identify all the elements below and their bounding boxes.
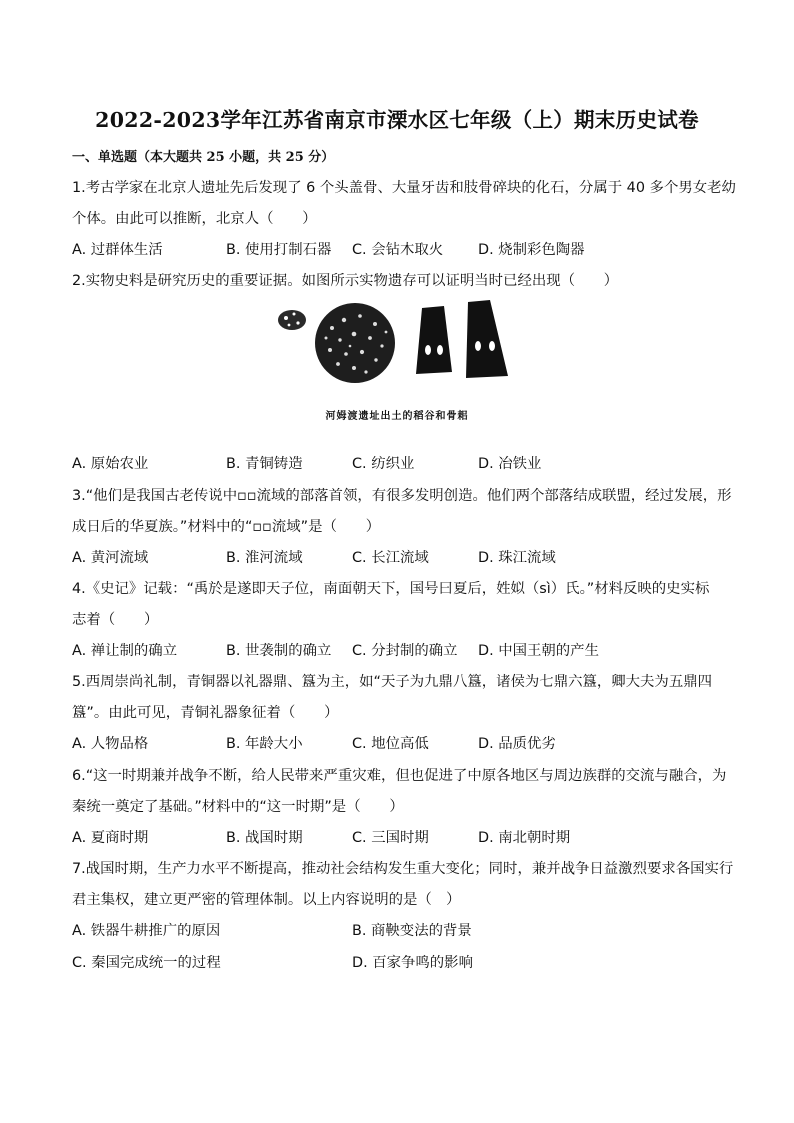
bone-spade-right <box>466 300 508 378</box>
q5-option-c: C. 地位高低 <box>352 736 429 752</box>
question-5-line-2: 簋”。由此可见，青铜礼器象征着（ ） <box>72 705 339 721</box>
question-5-line-1: 5.西周崇尚礼制，青铜器以礼器鼎、簋为主，如“天子为九鼎八簋，诸侯为七鼎六簋，卿大夫为五鼎四 <box>72 674 712 690</box>
question-7-line-2: 君主集权，建立更严密的管理体制。以上内容说明的是（ ） <box>72 892 461 908</box>
question-1-line-2: 个体。由此可以推断，北京人（ ） <box>72 211 317 227</box>
q7-option-a: A. 铁器牛耕推广的原因 <box>72 923 221 939</box>
q4-option-a: A. 禅让制的确立 <box>72 643 178 659</box>
q4-option-d: D. 中国王朝的产生 <box>478 643 599 659</box>
q7-option-c: C. 秦国完成统一的过程 <box>72 955 221 971</box>
q7-option-d: D. 百家争鸣的影响 <box>352 955 473 971</box>
q2-option-a: A. 原始农业 <box>72 456 149 472</box>
q2-option-b: B. 青铜铸造 <box>226 456 303 472</box>
rice-and-bone-spade-photo <box>270 298 520 388</box>
question-1-line-1: 1.考古学家在北京人遗址先后发现了 6 个头盖骨、大量牙齿和肢骨碎块的化石，分属于 40 多个男女老幼 <box>72 180 736 196</box>
question-7-line-1: 7.战国时期，生产力水平不断提高，推动社会结构发生重大变化；同时，兼并战争日益激烈要求各国实行 <box>72 861 734 877</box>
question-2-line-1: 2.实物史料是研究历史的重要证据。如图所示实物遗存可以证明当时已经出现（ ） <box>72 273 619 289</box>
question-6-line-2: 秦统一奠定了基础。”材料中的“这一时期”是（ ） <box>72 799 404 815</box>
q1-option-b: B. 使用打制石器 <box>226 242 332 258</box>
section-heading: 一、单选题（本大题共 25 小题，共 25 分） <box>72 150 335 165</box>
q2-option-c: C. 纺织业 <box>352 456 415 472</box>
q2-option-d: D. 冶铁业 <box>478 456 542 472</box>
q1-option-d: D. 烧制彩色陶器 <box>478 242 585 258</box>
q5-option-a: A. 人物品格 <box>72 736 149 752</box>
q6-option-c: C. 三国时期 <box>352 830 429 846</box>
question-4-line-1: 4.《史记》记载：“禹於是遂即天子位，南面朝天下，国号曰夏后，姓姒（sì）氏。”材料反映的史实标 <box>72 581 710 597</box>
rice-grain-pile <box>315 303 395 383</box>
q1-option-a: A. 过群体生活 <box>72 242 163 258</box>
page-title: 2022-2023学年江苏省南京市溧水区七年级（上）期末历史试卷 <box>95 108 699 132</box>
bone-spade-left <box>416 306 452 374</box>
question-6-line-1: 6.“这一时期兼并战争不断，给人民带来严重灾难，但也促进了中原各地区与周边族群的交流与融合，为 <box>72 768 727 784</box>
q1-option-c: C. 会钻木取火 <box>352 242 444 258</box>
q4-option-c: C. 分封制的确立 <box>352 643 458 659</box>
q4-option-b: B. 世袭制的确立 <box>226 643 332 659</box>
q6-option-d: D. 南北朝时期 <box>478 830 571 846</box>
q3-option-c: C. 长江流域 <box>352 550 429 566</box>
q7-option-b: B. 商鞅变法的背景 <box>352 923 472 939</box>
q6-option-b: B. 战国时期 <box>226 830 303 846</box>
q5-option-b: B. 年龄大小 <box>226 736 303 752</box>
question-3-line-2: 成日后的华夏族。”材料中的“▫▫流域”是（ ） <box>72 519 381 535</box>
q6-option-a: A. 夏商时期 <box>72 830 149 846</box>
question-4-line-2: 志着（ ） <box>72 612 159 628</box>
small-rice-grain-cluster <box>278 310 306 330</box>
q3-option-d: D. 珠江流域 <box>478 550 556 566</box>
q3-option-a: A. 黄河流域 <box>72 550 149 566</box>
q5-option-d: D. 品质优劣 <box>478 736 556 752</box>
question-3-line-1: 3.“他们是我国古老传说中▫▫流域的部落首领，有很多发明创造。他们两个部落结成联盟，经过发展，形 <box>72 488 732 504</box>
q3-option-b: B. 淮河流域 <box>226 550 303 566</box>
figure-caption: 河姆渡遗址出土的稻谷和骨耜 <box>325 411 469 422</box>
